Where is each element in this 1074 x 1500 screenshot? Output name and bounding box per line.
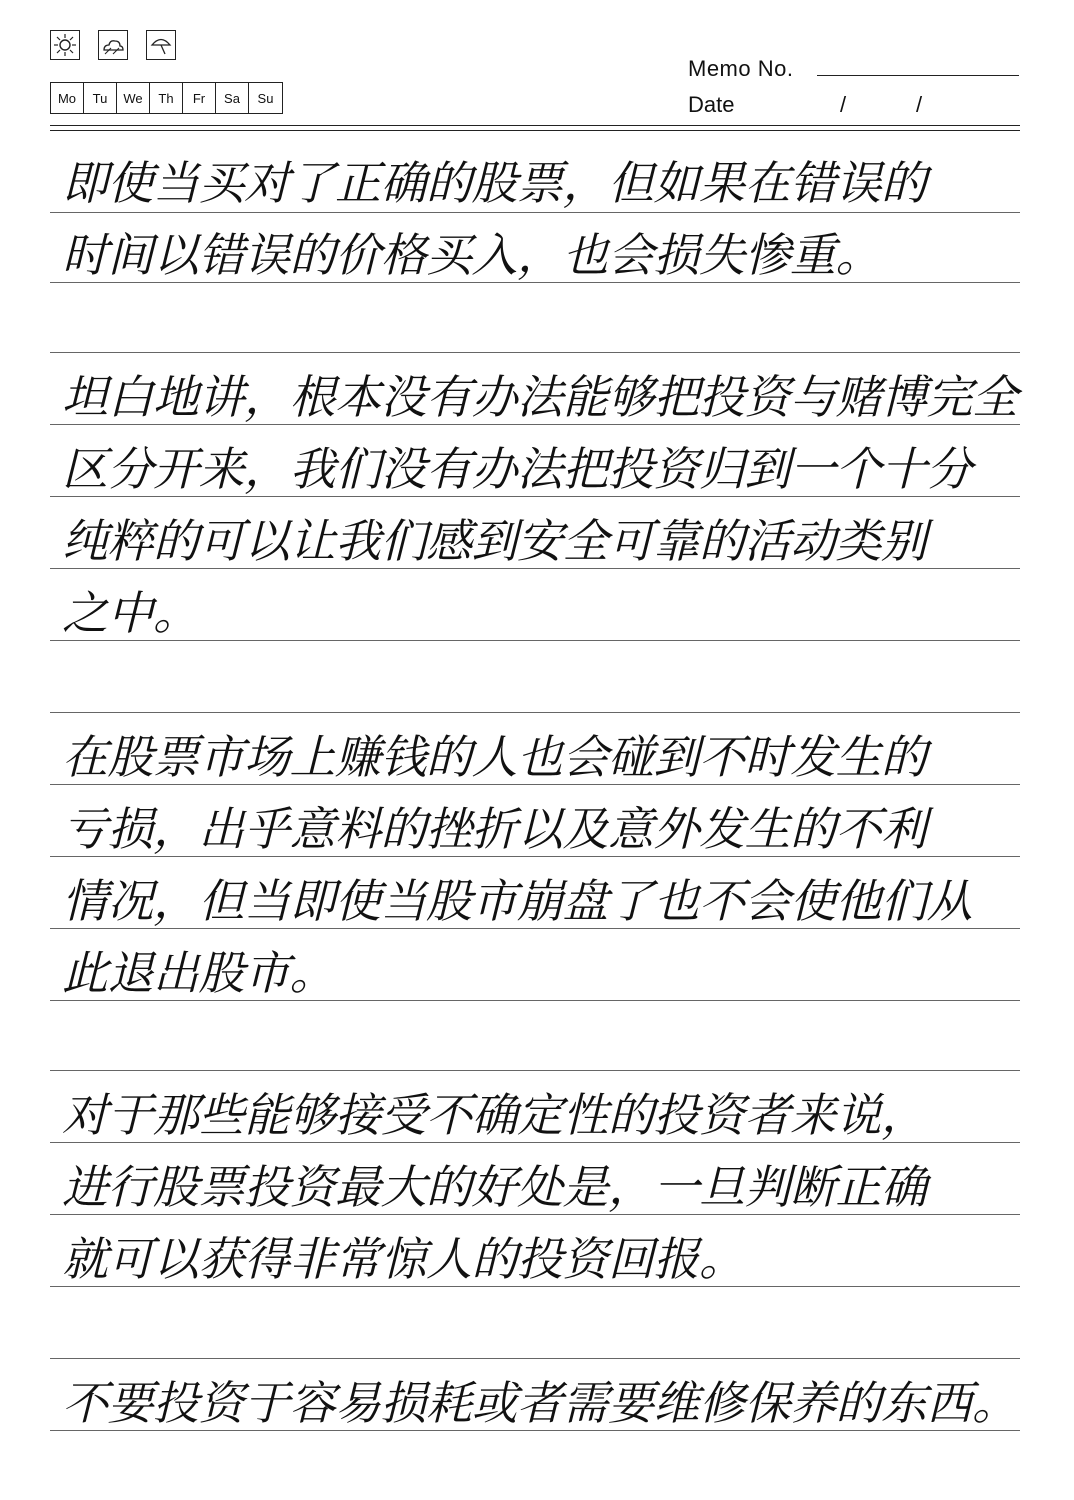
ruled-line: [50, 496, 1020, 497]
memo-number-field[interactable]: [817, 75, 1019, 76]
day-mo[interactable]: Mo: [51, 83, 84, 113]
ruled-line: [50, 1214, 1020, 1215]
handwritten-line: 此退出股市。: [62, 946, 335, 1000]
ruled-line: [50, 928, 1020, 929]
date-label: Date: [688, 92, 735, 117]
handwritten-line: 坦白地讲，根本没有办法能够把投资与赌博完全: [62, 370, 1018, 424]
handwritten-line: 亏损，出乎意料的挫折以及意外发生的不利: [62, 802, 927, 856]
handwritten-line: 进行股票投资最大的好处是，一旦判断正确: [62, 1160, 927, 1214]
ruled-line: [50, 784, 1020, 785]
ruled-line: [50, 568, 1020, 569]
day-su[interactable]: Su: [257, 90, 274, 106]
memo-number-label: Memo No.: [688, 56, 794, 81]
cloud-icon: [98, 30, 128, 60]
handwritten-line: 纯粹的可以让我们感到安全可靠的活动类别: [62, 514, 927, 568]
ruled-line: [50, 282, 1020, 283]
handwritten-line: 之中。: [62, 586, 199, 640]
handwritten-line: 时间以错误的价格买入，也会损失惨重。: [62, 228, 881, 282]
weather-icons: [50, 30, 176, 60]
ruled-line: [50, 1000, 1020, 1001]
weekday-selector: [50, 82, 283, 114]
handwritten-line: 对于那些能够接受不确定性的投资者来说，: [62, 1088, 927, 1142]
handwritten-line: 即使当买对了正确的股票，但如果在错误的: [62, 156, 927, 210]
sun-icon: [50, 30, 80, 60]
ruled-line: [50, 1070, 1020, 1071]
ruled-line: [50, 1142, 1020, 1143]
handwritten-line: 情况，但当即使当股市崩盘了也不会使他们从: [62, 874, 972, 928]
ruled-line: [50, 1286, 1020, 1287]
day-we[interactable]: We: [117, 83, 150, 113]
umbrella-icon: [146, 30, 176, 60]
day-sa[interactable]: Sa: [216, 83, 249, 113]
ruled-line: [50, 640, 1020, 641]
ruled-line: [50, 1358, 1020, 1359]
handwritten-line: 在股票市场上赚钱的人也会碰到不时发生的: [62, 730, 927, 784]
day-th[interactable]: Th: [150, 83, 183, 113]
header-rule: [50, 125, 1020, 126]
date-separator: /: [840, 92, 847, 117]
ruled-line: [50, 424, 1020, 425]
handwritten-line: 就可以获得非常惊人的投资回报。: [62, 1232, 745, 1286]
ruled-line: [50, 352, 1020, 353]
date-separator: /: [916, 92, 923, 117]
day-fr[interactable]: Fr: [183, 83, 216, 113]
ruled-line: [50, 1430, 1020, 1431]
ruled-line: [50, 856, 1020, 857]
handwritten-line: 不要投资于容易损耗或者需要维修保养的东西。: [62, 1376, 1018, 1430]
handwritten-line: 区分开来，我们没有办法把投资归到一个十分: [62, 442, 972, 496]
header-rule: [50, 130, 1020, 131]
ruled-line: [50, 212, 1020, 213]
ruled-line: [50, 712, 1020, 713]
day-tu[interactable]: Tu: [84, 83, 117, 113]
